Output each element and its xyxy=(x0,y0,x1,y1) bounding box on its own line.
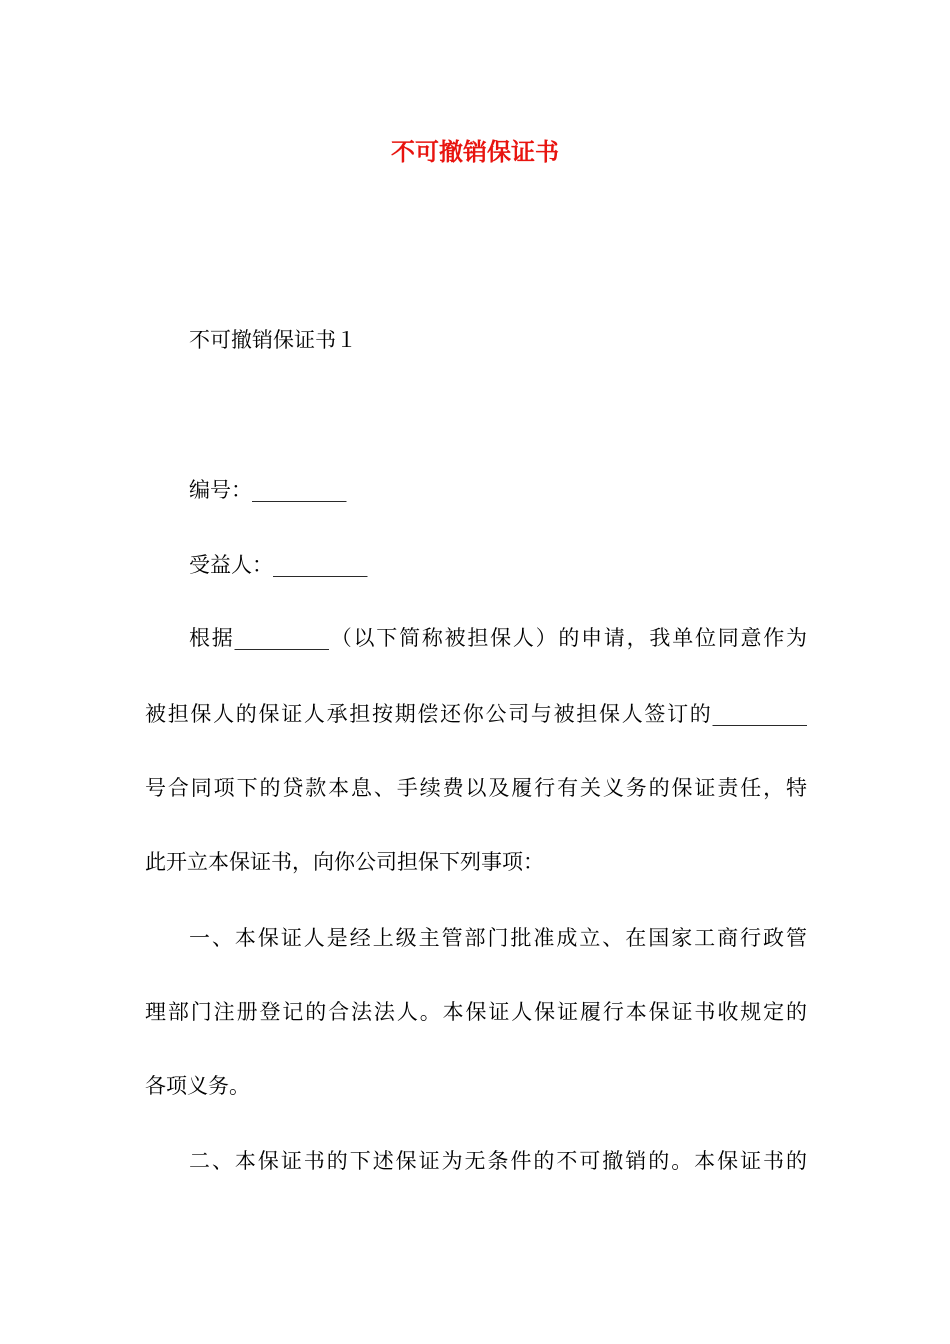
paragraph-1-line-2: 被担保人的保证人承担按期偿还你公司与被担保人签订的_________ xyxy=(145,702,807,726)
number-field: 编号：_________ xyxy=(189,478,347,502)
paragraph-3-line-1: 二、本保证书的下述保证为无条件的不可撤销的。本保证书的 xyxy=(189,1149,807,1173)
paragraph-2-line-1: 一、本保证人是经上级主管部门批准成立、在国家工商行政管 xyxy=(189,926,807,950)
section-heading: 不可撤销保证书１ xyxy=(189,328,357,352)
paragraph-2-line-2: 理部门注册登记的合法法人。本保证人保证履行本保证书收规定的 xyxy=(145,1000,807,1024)
beneficiary-field: 受益人：_________ xyxy=(189,553,368,577)
document-title: 不可撤销保证书 xyxy=(391,138,559,166)
paragraph-1-line-4: 此开立本保证书，向你公司担保下列事项： xyxy=(145,850,544,874)
paragraph-1-line-1: 根据_________（以下简称被担保人）的申请，我单位同意作为 xyxy=(189,626,807,650)
paragraph-2-line-3: 各项义务。 xyxy=(145,1074,250,1098)
paragraph-1-line-3: 号合同项下的贷款本息、手续费以及履行有关义务的保证责任，特 xyxy=(145,776,807,800)
